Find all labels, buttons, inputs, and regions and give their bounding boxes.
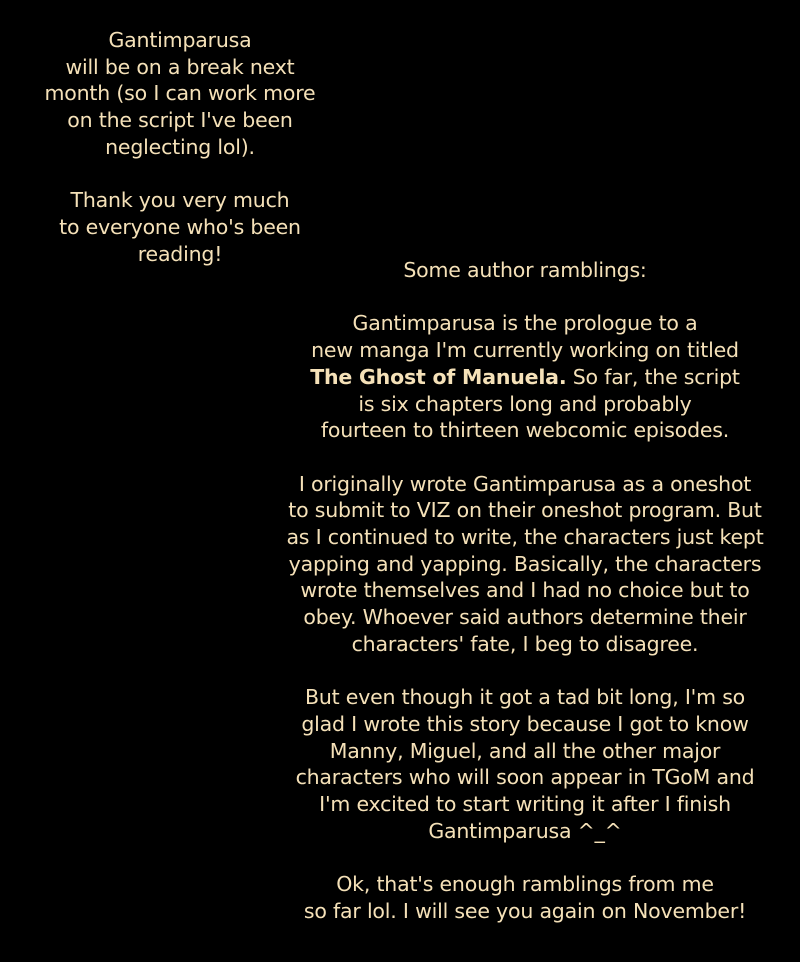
glad-line: characters who will soon appear in TGoM and (295, 765, 755, 790)
signoff-line: so far lol. I will see you again on November! (303, 898, 747, 923)
paragraph-gap (250, 284, 800, 311)
glad-line: Manny, Miguel, and all the other major (329, 738, 721, 763)
paragraph-gap (250, 844, 800, 871)
glad-line: I'm excited to start writing it after I finish (319, 792, 731, 817)
break-line: Gantimparusa (108, 28, 252, 52)
ramblings-heading: Some author ramblings: (403, 258, 647, 282)
glad-line: glad I wrote this story because I got to know (301, 711, 749, 736)
origin-line: obey. Whoever said authors determine their (303, 605, 747, 630)
prologue-line-rest: So far, the script (566, 364, 740, 389)
manga-title: The Ghost of Manuela. (310, 364, 567, 389)
prologue-line: Gantimparusa is the prologue to a (352, 311, 698, 336)
thanks-line: Thank you very much (70, 188, 290, 213)
origin-line: wrote themselves and I had no choice but to (300, 578, 750, 603)
break-line: on the script I've been (67, 108, 293, 133)
glad-line: But even though it got a tad bit long, I'm so (304, 685, 746, 710)
break-line: month (so I can work more (44, 81, 316, 106)
origin-line: characters' fate, I beg to disagree. (351, 631, 699, 656)
origin-line: as I continued to write, the characters just kept (286, 525, 764, 549)
break-announcement (20, 27, 340, 267)
paragraph-gap (250, 444, 800, 471)
origin-line: I originally wrote Gantimparusa as a oneshot (298, 471, 752, 496)
paragraph-gap (20, 161, 340, 188)
break-line: will be on a break next (65, 54, 295, 79)
signoff-line: Ok, that's enough ramblings from me (336, 872, 714, 897)
break-line: neglecting lol). (105, 134, 255, 159)
author-ramblings (250, 257, 800, 925)
origin-line: yapping and yapping. Basically, the characters (288, 551, 762, 576)
glad-line: Gantimparusa ^_^ (428, 818, 622, 843)
thanks-line: to everyone who's been (59, 214, 301, 239)
prologue-line: new manga I'm currently working on titled (311, 338, 739, 363)
paragraph-gap (250, 658, 800, 685)
prologue-line (250, 364, 800, 391)
origin-line: to submit to VIZ on their oneshot program. But (288, 498, 762, 523)
prologue-line: is six chapters long and probably (358, 391, 692, 416)
prologue-line: fourteen to thirteen webcomic episodes. (320, 418, 730, 443)
thanks-line: reading! (137, 241, 223, 266)
